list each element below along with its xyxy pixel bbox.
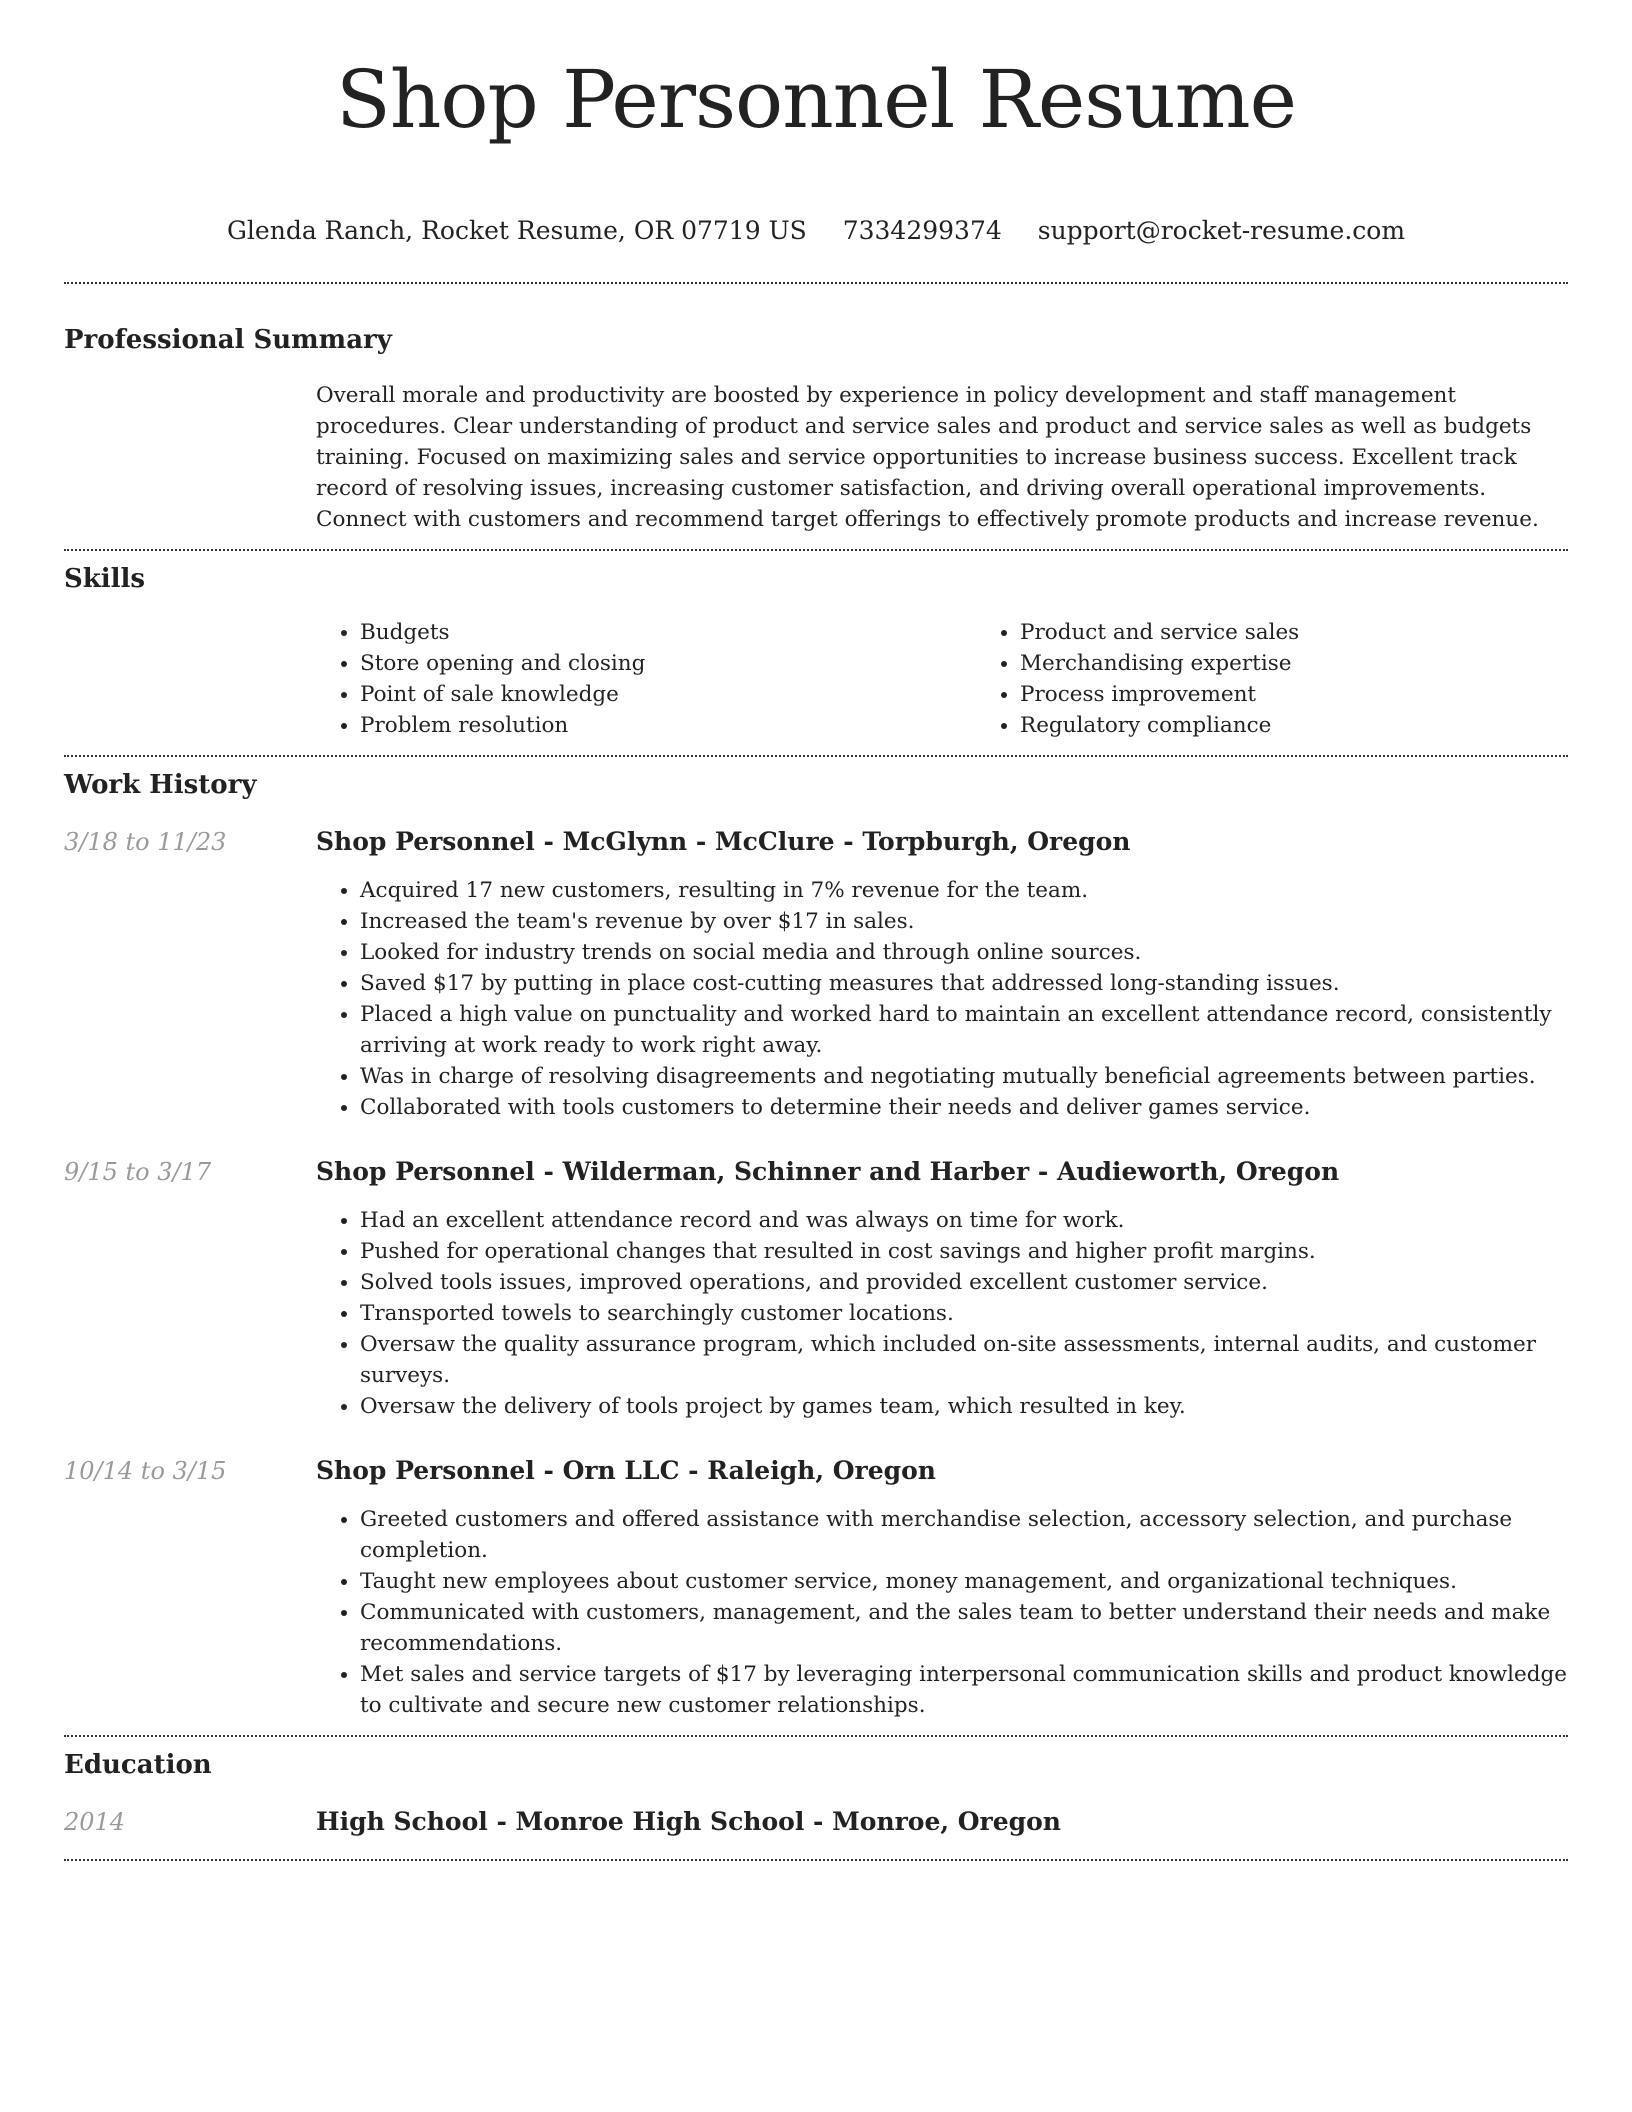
education-entry	[64, 1807, 1568, 1837]
divider	[64, 1735, 1568, 1737]
skill-item: • Product and service sales	[1020, 617, 1632, 648]
job-bullets	[316, 1205, 1568, 1422]
contact-email: support@rocket-resume.com	[1037, 216, 1406, 245]
education-title: High School - Monroe High School - Monroe, Oregon	[316, 1807, 1061, 1836]
summary-text: Overall morale and productivity are boosted by experience in policy development and staff management procedures. Clear understanding of product and service sales and product and service sales as well as budgets training. Focused on maximizing sales and service opportunities to increase business success. Excellent track record of resolving issues, increasing customer satisfaction, and driving overall operational improvements. Connect with customers and recommend target offerings to effectively promote products and increase revenue.	[316, 383, 1539, 532]
job-entry	[64, 827, 1568, 1123]
job-bullet: • Increased the team's revenue by over $17 in sales.	[360, 906, 1568, 937]
job-title: Shop Personnel - McGlynn - McClure - Torpburgh, Oregon	[316, 827, 1131, 856]
job-dates: 10/14 to 3/15	[64, 1457, 227, 1485]
skills-list-column-1	[316, 617, 976, 741]
resume-title: Shop Personnel Resume	[336, 53, 1296, 146]
job-title: Shop Personnel - Wilderman, Schinner and Harber - Audieworth, Oregon	[316, 1157, 1340, 1186]
job-bullet: • Collaborated with tools customers to determine their needs and deliver games service.	[360, 1092, 1568, 1123]
job-bullet: • Had an excellent attendance record and was always on time for work.	[360, 1205, 1568, 1236]
job-bullet: • Oversaw the delivery of tools project by games team, which resulted in key.	[360, 1391, 1568, 1422]
divider	[64, 282, 1568, 284]
skills-list-column-2	[976, 617, 1632, 741]
skills-section	[64, 617, 1568, 741]
contact-phone: 7334299374	[842, 216, 1002, 245]
job-entry	[64, 1157, 1568, 1422]
job-bullet: • Oversaw the quality assurance program, which included on-site assessments, internal audits, and customer surveys.	[360, 1329, 1568, 1391]
divider	[64, 1859, 1568, 1861]
contact-address: Glenda Ranch, Rocket Resume, OR 07719 US	[226, 216, 807, 245]
section-heading-summary: Professional Summary	[64, 325, 392, 355]
job-bullet: • Greeted customers and offered assistance with merchandise selection, accessory selection, and purchase completion.	[360, 1504, 1568, 1566]
section-heading-education: Education	[64, 1750, 212, 1780]
job-bullet: • Placed a high value on punctuality and worked hard to maintain an excellent attendance record, consistently arriving at work ready to work right away.	[360, 999, 1568, 1061]
job-bullet: • Looked for industry trends on social media and through online sources.	[360, 937, 1568, 968]
contact-line	[64, 216, 1568, 246]
job-bullet: • Acquired 17 new customers, resulting in 7% revenue for the team.	[360, 875, 1568, 906]
skill-item: • Regulatory compliance	[1020, 710, 1632, 741]
summary-section	[64, 380, 1568, 535]
section-heading-work-history: Work History	[64, 770, 257, 800]
job-entry	[64, 1456, 1568, 1721]
skill-item: • Point of sale knowledge	[360, 679, 976, 710]
skill-item: • Budgets	[360, 617, 976, 648]
job-bullet: • Met sales and service targets of $17 by leveraging interpersonal communication skills and product knowledge to cultivate and secure new customer relationships.	[360, 1659, 1568, 1721]
divider	[64, 755, 1568, 757]
job-bullet: • Pushed for operational changes that resulted in cost savings and higher profit margins.	[360, 1236, 1568, 1267]
skill-item: • Process improvement	[1020, 679, 1632, 710]
skill-item: • Store opening and closing	[360, 648, 976, 679]
section-heading-skills: Skills	[64, 564, 146, 594]
job-dates: 3/18 to 11/23	[64, 828, 227, 856]
skill-item: • Problem resolution	[360, 710, 976, 741]
job-bullet: • Was in charge of resolving disagreements and negotiating mutually beneficial agreements between parties.	[360, 1061, 1568, 1092]
job-title: Shop Personnel - Orn LLC - Raleigh, Oregon	[316, 1456, 936, 1485]
job-bullet: • Transported towels to searchingly customer locations.	[360, 1298, 1568, 1329]
job-bullet: • Saved $17 by putting in place cost-cutting measures that addressed long-standing issues.	[360, 968, 1568, 999]
job-bullet: • Communicated with customers, management, and the sales team to better understand their needs and make recommendations.	[360, 1597, 1568, 1659]
job-dates: 9/15 to 3/17	[64, 1158, 212, 1186]
job-bullets	[316, 875, 1568, 1123]
job-bullets	[316, 1504, 1568, 1721]
job-bullet: • Taught new employees about customer service, money management, and organizational techniques.	[360, 1566, 1568, 1597]
divider	[64, 549, 1568, 551]
education-year: 2014	[64, 1808, 126, 1836]
skill-item: • Merchandising expertise	[1020, 648, 1632, 679]
job-bullet: • Solved tools issues, improved operations, and provided excellent customer service.	[360, 1267, 1568, 1298]
